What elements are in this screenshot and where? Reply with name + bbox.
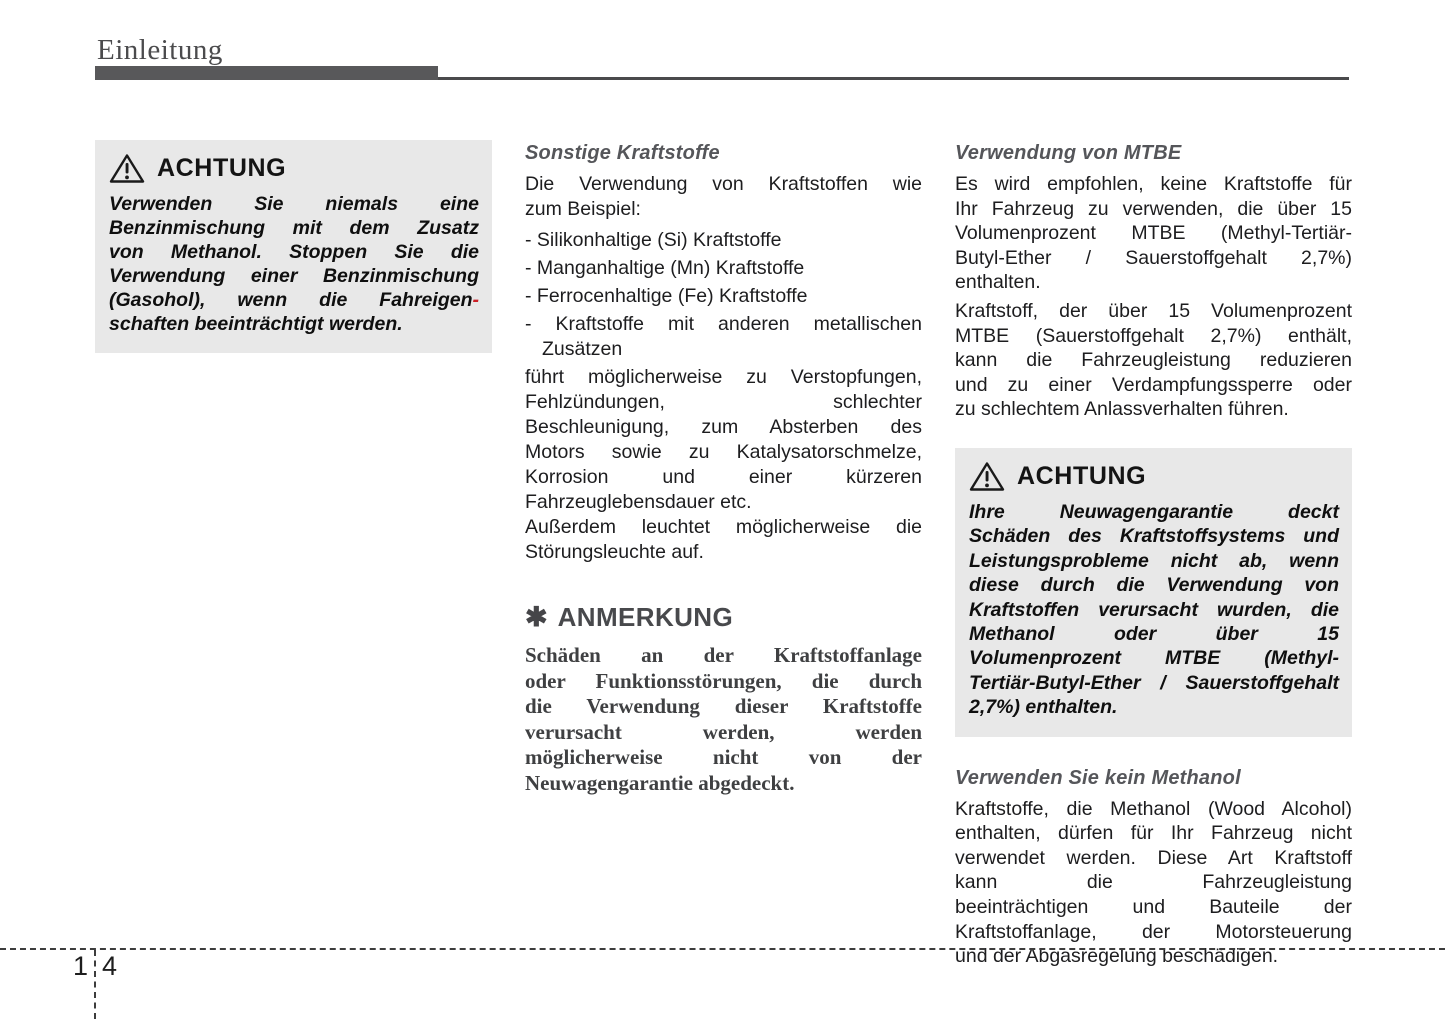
body-line: Beschleunigung, zum Absterben des	[525, 416, 922, 438]
caution-text-line: Benzinmischung mit dem Zusatz	[109, 217, 479, 239]
warning-triangle-icon	[109, 153, 145, 184]
red-hyphen: -	[472, 289, 479, 311]
caution-text-line: Schäden des Kraftstoffsystems und	[969, 525, 1339, 548]
column-right	[955, 140, 1352, 969]
caution-box-warranty	[955, 448, 1352, 737]
caution-text-line-hyphenated	[109, 288, 479, 312]
body-line: Kraftstoffe, die Methanol (Wood Alcohol)	[955, 797, 1352, 820]
body-line: Motors sowie zu Katalysatorschmelze,	[525, 441, 922, 463]
body-line: Volumenprozent MTBE (Methyl-Tertiär-	[955, 222, 1352, 245]
caution-text-line: Tertiär-Butyl-Ether / Sauerstoffgehalt	[969, 671, 1339, 694]
body-line: Kraftstoffanlage, der Motorsteuerung	[955, 920, 1352, 943]
caution-text-line: Verwendung einer Benzinmischung	[109, 265, 479, 287]
caution-text-line: Volumenprozent MTBE (Methyl-	[969, 647, 1339, 670]
crop-mark-vertical	[94, 950, 96, 1019]
body-line: Fahrzeuglebensdauer etc.	[525, 491, 752, 513]
caution-text-line: Ihre Neuwagengarantie deckt	[969, 500, 1339, 523]
note-line: möglicherweise nicht von der	[525, 745, 922, 770]
crop-mark-horizontal	[0, 948, 1445, 950]
list-item: - Kraftstoffe mit anderen metallischen	[525, 313, 922, 335]
column-left	[95, 140, 492, 353]
list-item: - Silikonhaltige (Si) Kraftstoffe	[525, 229, 782, 251]
body-line: MTBE (Sauerstoffgehalt 2,7%) enthält,	[955, 324, 1352, 347]
body-line: Es wird empfohlen, keine Kraftstoffe für	[955, 173, 1352, 195]
caution-title: ACHTUNG	[157, 154, 287, 182]
fuel-list	[525, 228, 922, 362]
list-item-wrap: Zusätzen	[542, 338, 623, 360]
body-line: Ihr Fahrzeug zu verwenden, die über 15	[955, 197, 1352, 220]
warning-triangle-icon	[969, 461, 1005, 492]
body-line: Butyl-Ether / Sauerstoffgehalt 2,7%)	[955, 246, 1352, 269]
body-line: verwendet werden. Diese Art Kraftstoff	[955, 846, 1352, 869]
caution-title: ACHTUNG	[1017, 461, 1147, 490]
body-line: Fehlzündungen, schlechter	[525, 391, 922, 413]
caution-text-line: Verwenden Sie niemals eine	[109, 193, 479, 215]
caution-text-line: von Methanol. Stoppen Sie die	[109, 241, 479, 263]
note-line: Neuwagengarantie abgedeckt.	[525, 770, 795, 795]
header-rule-thick	[95, 66, 438, 80]
body-line: kann die Fahrzeugleistung reduzieren	[955, 349, 1352, 372]
body-line: beeinträchtigen und Bauteile der	[955, 895, 1352, 918]
caution-text-line: schaften beeinträchtigt werden.	[109, 313, 403, 335]
section-heading-mtbe: Verwendung von MTBE	[955, 142, 1182, 164]
footer-page-number: 4	[102, 951, 118, 981]
list-item: - Ferrocenhaltige (Fe) Kraftstoffe	[525, 285, 808, 307]
caution-text-line: Kraftstoffen verursacht wurden, die	[969, 598, 1339, 621]
body-line: und zu einer Verdampfungssperre oder	[955, 373, 1352, 396]
note-title: ANMERKUNG	[557, 602, 734, 632]
body-line: enthalten.	[955, 271, 1041, 294]
body-line: zu schlechtem Anlassverhalten führen.	[955, 398, 1289, 421]
note-title-row	[525, 602, 922, 633]
footer-chapter-number: 1	[73, 951, 89, 981]
body-line: enthalten, dürfen für Ihr Fahrzeug nicht	[955, 822, 1352, 845]
caution-title-row	[969, 461, 1339, 492]
body-line: zum Beispiel:	[525, 198, 641, 220]
section-heading-other-fuels: Sonstige Kraftstoffe	[525, 142, 720, 164]
caution-title-row	[109, 153, 479, 184]
note-line: oder Funktionsstörungen, die durch	[525, 668, 922, 693]
note-line: verursacht werden, werden	[525, 719, 922, 744]
note-asterisk-icon: ✱	[525, 602, 548, 632]
body-line: Außerdem leuchtet möglicherweise die	[525, 516, 922, 538]
body-line: Die Verwendung von Kraftstoffen wie	[525, 173, 922, 195]
caution-box-methanol-mix	[95, 140, 492, 353]
body-line: kann die Fahrzeugleistung	[955, 871, 1352, 894]
caution-text-line: Leistungsprobleme nicht ab, wenn	[969, 549, 1339, 572]
body-line: Korrosion und einer kürzeren	[525, 466, 922, 488]
header-rule-thin	[438, 77, 1349, 80]
body-line: Störungsleuchte auf.	[525, 541, 704, 563]
column-middle	[525, 140, 922, 797]
body-line: führt möglicherweise zu Verstopfungen,	[525, 366, 922, 388]
caution-text-line: diese durch die Verwendung von	[969, 574, 1339, 597]
section-heading-no-methanol: Verwenden Sie kein Methanol	[955, 766, 1241, 789]
body-line: und der Abgasregelung beschädigen.	[955, 945, 1279, 968]
note-line: Schäden an der Kraftstoffanlage	[525, 643, 922, 667]
caution-text-fragment: (Gasohol), wenn die Fahreigen	[109, 289, 473, 311]
list-item: - Manganhaltige (Mn) Kraftstoffe	[525, 257, 805, 279]
caution-text-line: Methanol oder über 15	[969, 622, 1339, 645]
body-line: Kraftstoff, der über 15 Volumenprozent	[955, 299, 1352, 322]
note-line: die Verwendung dieser Kraftstoffe	[525, 694, 922, 719]
page-title: Einleitung	[97, 34, 223, 66]
caution-text-line: 2,7%) enthalten.	[969, 696, 1118, 719]
